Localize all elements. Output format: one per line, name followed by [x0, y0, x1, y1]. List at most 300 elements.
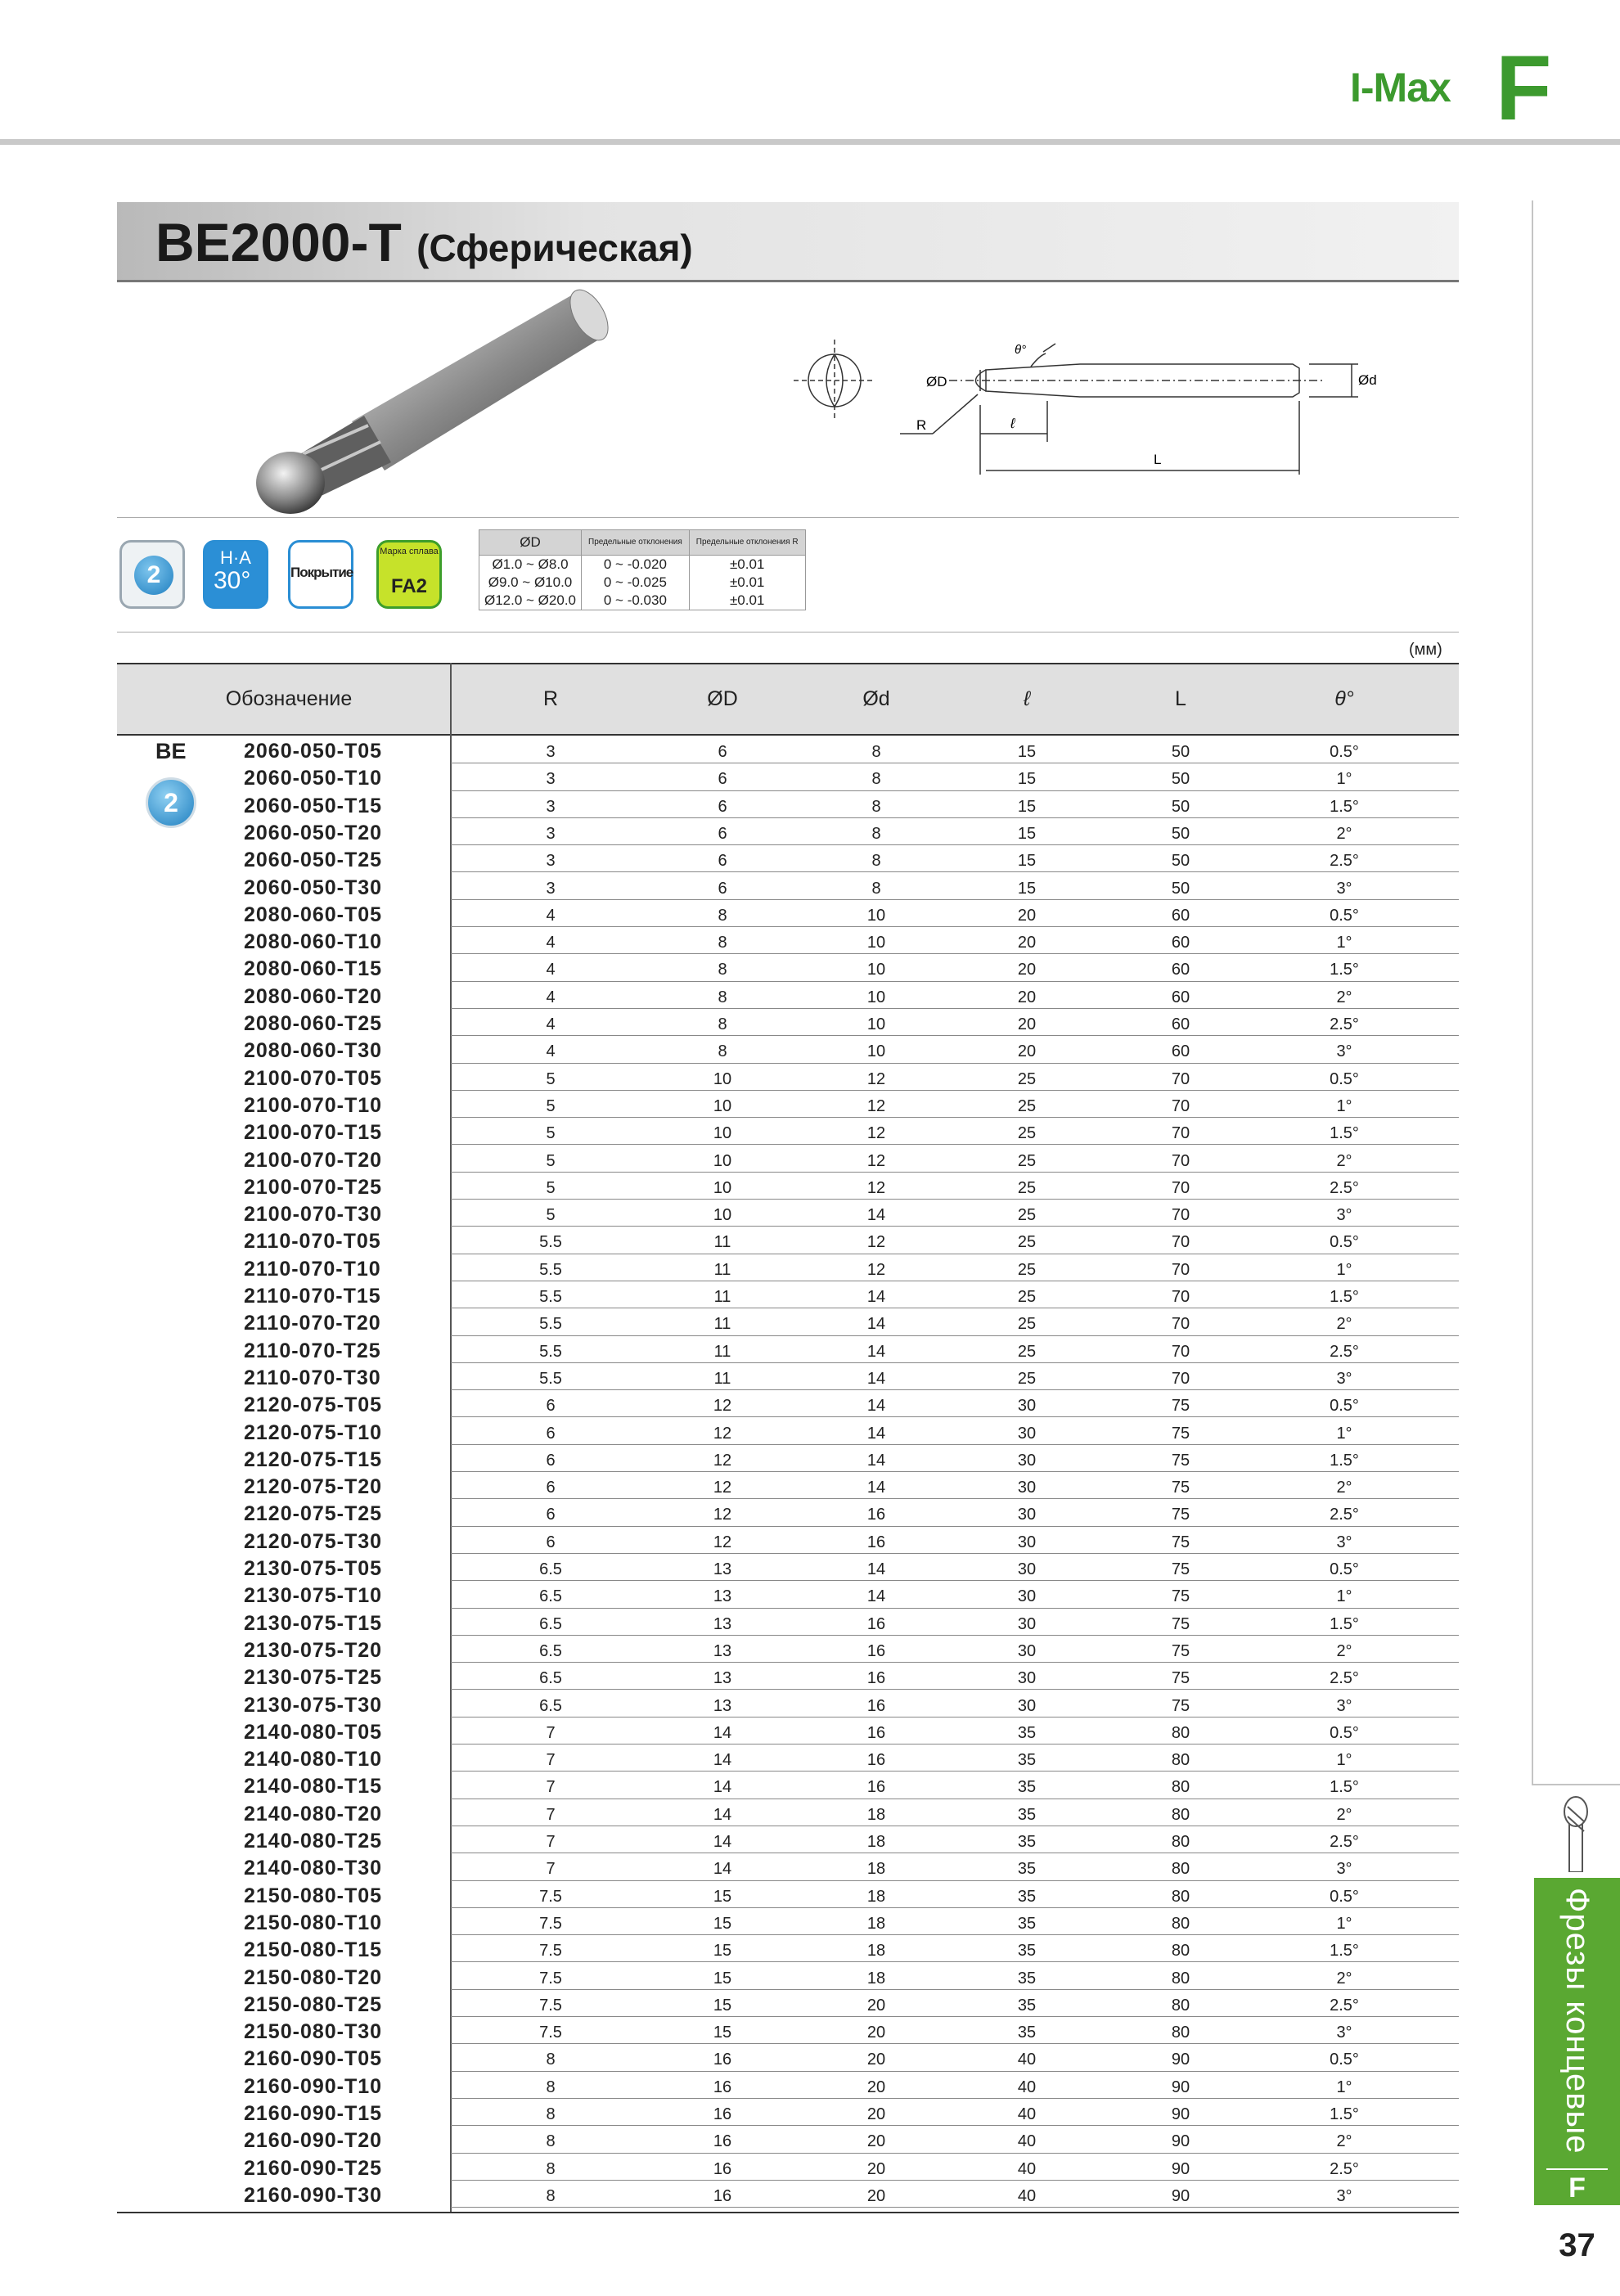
- table-cell: 50: [1171, 824, 1190, 843]
- table-row: [117, 1690, 1459, 1717]
- product-code: 2120-075-T10: [244, 1420, 383, 1444]
- table-cell: 35: [1017, 1860, 1037, 1879]
- table-cell: 14: [866, 1288, 886, 1306]
- table-header: [117, 663, 1459, 736]
- table-row: [117, 1227, 1459, 1254]
- table-cell: 16: [866, 1533, 886, 1551]
- table-row: [117, 1935, 1459, 1962]
- table-cell: 18: [866, 1942, 886, 1961]
- table-cell: 70: [1171, 1288, 1190, 1306]
- table-cell: 10: [713, 1151, 732, 1170]
- table-row: [117, 1308, 1459, 1335]
- table-cell: 1°: [1336, 770, 1352, 789]
- product-code: 2110-070-T30: [244, 1366, 381, 1389]
- table-cell: 11: [713, 1342, 731, 1361]
- table-cell: 10: [866, 1042, 886, 1061]
- table-cell: 35: [1017, 2024, 1037, 2042]
- table-cell: 2°: [1336, 1969, 1352, 1988]
- table-cell: 75: [1171, 1560, 1190, 1578]
- table-cell: 10: [713, 1096, 732, 1115]
- table-cell: 75: [1171, 1424, 1190, 1443]
- table-cell: 12: [713, 1397, 732, 1416]
- table-cell: 15: [713, 1996, 732, 2015]
- product-code: 2150-080-T25: [244, 1992, 383, 2016]
- table-cell: 4: [546, 961, 556, 979]
- table-cell: 7: [546, 1860, 556, 1879]
- table-row: [117, 736, 1459, 763]
- table-cell: 35: [1017, 1778, 1037, 1797]
- coating-badge: [288, 540, 353, 609]
- label-L: L: [1154, 452, 1162, 467]
- table-cell: 16: [866, 1614, 886, 1633]
- table-cell: 25: [1017, 1315, 1037, 1334]
- table-cell: 35: [1017, 1723, 1037, 1742]
- table-cell: 10: [713, 1069, 732, 1088]
- table-cell: 12: [866, 1151, 886, 1170]
- row-divider: [451, 2207, 1459, 2208]
- tol-header-d: ØD: [479, 530, 582, 556]
- end-mill-thumbnail-icon: [1551, 1790, 1600, 1872]
- header-theta: θ°: [1334, 687, 1354, 710]
- product-code: 2100-070-T25: [244, 1175, 383, 1199]
- table-cell: 15: [1017, 770, 1037, 789]
- table-cell: 6: [546, 1533, 556, 1551]
- table-cell: 20: [866, 2024, 886, 2042]
- table-cell: 70: [1171, 1369, 1190, 1388]
- table-cell: 90: [1171, 2051, 1190, 2069]
- table-cell: 40: [1017, 2078, 1037, 2096]
- helix-label: H·A: [220, 547, 251, 568]
- table-row: [117, 1609, 1459, 1636]
- table-cell: 50: [1171, 797, 1190, 816]
- table-cell: 90: [1171, 2078, 1190, 2096]
- table-cell: 5.5: [539, 1369, 562, 1388]
- table-cell: 25: [1017, 1151, 1037, 1170]
- table-row: [117, 1826, 1459, 1853]
- table-cell: 30: [1017, 1533, 1037, 1551]
- table-cell: 13: [713, 1587, 732, 1606]
- table-cell: 3: [546, 879, 556, 898]
- table-row: [117, 1064, 1459, 1091]
- table-cell: 4: [546, 934, 556, 952]
- header-designation: Обозначение: [225, 687, 353, 710]
- table-cell: 6: [718, 879, 727, 898]
- table-cell: 75: [1171, 1641, 1190, 1660]
- product-code: 2110-070-T15: [244, 1285, 381, 1308]
- tol-cell: Ø1.0 ~ Ø8.0: [479, 556, 582, 574]
- table-cell: 14: [866, 1587, 886, 1606]
- table-row: [117, 1472, 1459, 1499]
- table-cell: 6.5: [539, 1641, 562, 1660]
- table-cell: 10: [866, 934, 886, 952]
- product-code: 2130-075-T10: [244, 1584, 383, 1608]
- table-cell: 4: [546, 1042, 556, 1061]
- table-cell: 12: [713, 1424, 732, 1443]
- table-cell: 2.5°: [1330, 1506, 1359, 1524]
- table-cell: 3: [546, 824, 556, 843]
- table-cell: 6: [718, 852, 727, 871]
- table-cell: 7.5: [539, 2024, 562, 2042]
- table-cell: 20: [1017, 906, 1037, 925]
- table-cell: 8: [546, 2051, 556, 2069]
- table-cell: 0.5°: [1330, 1887, 1359, 1906]
- table-row: [479, 556, 806, 574]
- table-cell: 3°: [1336, 1533, 1352, 1551]
- table-cell: 12: [866, 1124, 886, 1143]
- table-row: [117, 1173, 1459, 1200]
- table-cell: 18: [866, 1887, 886, 1906]
- table-cell: 1°: [1336, 934, 1352, 952]
- table-cell: 20: [866, 2186, 886, 2205]
- table-cell: 8: [871, 852, 881, 871]
- table-cell: 14: [866, 1342, 886, 1361]
- table-cell: 8: [546, 2132, 556, 2151]
- table-row: [117, 900, 1459, 927]
- table-cell: 16: [866, 1669, 886, 1688]
- table-cell: 11: [713, 1369, 731, 1388]
- dimension-drawing: [785, 319, 1407, 483]
- table-cell: 16: [713, 2132, 732, 2151]
- table-row: [117, 1363, 1459, 1390]
- table-cell: 3: [546, 770, 556, 789]
- table-cell: 14: [866, 1369, 886, 1388]
- table-cell: 7.5: [539, 1914, 562, 1933]
- table-cell: 6: [546, 1451, 556, 1470]
- table-cell: 0.5°: [1330, 743, 1359, 761]
- table-cell: 15: [1017, 852, 1037, 871]
- coating-label: Покрытие: [290, 565, 353, 580]
- table-cell: 2.5°: [1330, 1996, 1359, 2015]
- table-cell: 70: [1171, 1260, 1190, 1279]
- units-label: (мм): [1409, 641, 1442, 659]
- table-cell: 40: [1017, 2132, 1037, 2151]
- product-code: 2130-075-T20: [244, 1638, 383, 1662]
- section-tab-divider: [1546, 2168, 1608, 2170]
- product-code: 2080-060-T05: [244, 903, 383, 926]
- table-cell: 13: [713, 1669, 732, 1688]
- table-row: [117, 2181, 1459, 2208]
- table-cell: 11: [713, 1315, 731, 1334]
- section-divider: [117, 517, 1459, 518]
- tol-cell: 0 ~ -0.020: [582, 556, 690, 574]
- table-cell: 30: [1017, 1587, 1037, 1606]
- table-row: [479, 592, 806, 610]
- table-row: [117, 2099, 1459, 2126]
- table-cell: 50: [1171, 879, 1190, 898]
- table-cell: 1°: [1336, 1424, 1352, 1443]
- table-cell: 7.5: [539, 1969, 562, 1988]
- table-cell: 0.5°: [1330, 906, 1359, 925]
- table-cell: 20: [866, 2105, 886, 2123]
- tol-header-dev-r: Предельные отклонения R: [689, 530, 805, 556]
- table-cell: 75: [1171, 1479, 1190, 1497]
- table-cell: 6: [546, 1506, 556, 1524]
- header-L: L: [1175, 687, 1186, 710]
- table-row: [117, 1254, 1459, 1281]
- table-cell: 80: [1171, 1942, 1190, 1961]
- product-code: BE2000-T: [155, 212, 402, 272]
- table-cell: 70: [1171, 1178, 1190, 1197]
- table-cell: 2.5°: [1330, 1669, 1359, 1688]
- table-cell: 18: [866, 1914, 886, 1933]
- table-cell: 1.5°: [1330, 961, 1359, 979]
- table-cell: 16: [866, 1641, 886, 1660]
- table-cell: 0.5°: [1330, 1560, 1359, 1578]
- table-cell: 30: [1017, 1669, 1037, 1688]
- table-cell: 6.5: [539, 1614, 562, 1633]
- table-cell: 30: [1017, 1696, 1037, 1715]
- product-code: 2060-050-T30: [244, 876, 383, 899]
- table-cell: 80: [1171, 1778, 1190, 1797]
- table-bottom-rule: [117, 2212, 1459, 2213]
- table-cell: 2.5°: [1330, 1833, 1359, 1851]
- table-cell: 1.5°: [1330, 1288, 1359, 1306]
- table-cell: 10: [713, 1206, 732, 1225]
- table-cell: 30: [1017, 1506, 1037, 1524]
- table-row: [117, 1581, 1459, 1608]
- header-R: R: [542, 687, 559, 710]
- table-row: [117, 873, 1459, 900]
- table-cell: 18: [866, 1805, 886, 1824]
- table-row: [117, 1881, 1459, 1908]
- table-cell: 11: [713, 1233, 731, 1252]
- header-rule: [0, 139, 1620, 145]
- table-cell: 40: [1017, 2105, 1037, 2123]
- product-code: 2110-070-T05: [244, 1230, 381, 1254]
- table-cell: 13: [713, 1560, 732, 1578]
- table-cell: 12: [866, 1233, 886, 1252]
- table-cell: 2°: [1336, 2132, 1352, 2151]
- table-cell: 3: [546, 797, 556, 816]
- table-cell: 60: [1171, 961, 1190, 979]
- table-cell: 40: [1017, 2186, 1037, 2205]
- helix-angle-badge: [203, 540, 268, 609]
- product-code: 2060-050-T20: [244, 821, 383, 844]
- table-cell: 20: [866, 2159, 886, 2178]
- table-row: [117, 1527, 1459, 1554]
- product-code: 2110-070-T20: [244, 1312, 381, 1335]
- product-code: 2140-080-T05: [244, 1720, 383, 1744]
- product-code: 2150-080-T15: [244, 1938, 383, 1962]
- table-cell: 3°: [1336, 2186, 1352, 2205]
- product-code: 2140-080-T25: [244, 1830, 383, 1853]
- table-cell: 35: [1017, 1914, 1037, 1933]
- table-cell: 10: [866, 988, 886, 1006]
- table-cell: 4: [546, 1015, 556, 1033]
- tol-cell: Ø12.0 ~ Ø20.0: [479, 592, 582, 610]
- table-cell: 80: [1171, 1914, 1190, 1933]
- table-cell: 25: [1017, 1342, 1037, 1361]
- table-cell: 50: [1171, 743, 1190, 761]
- table-row: [117, 763, 1459, 790]
- table-cell: 25: [1017, 1260, 1037, 1279]
- table-cell: 0.5°: [1330, 1233, 1359, 1252]
- table-cell: 16: [866, 1751, 886, 1770]
- table-cell: 20: [1017, 961, 1037, 979]
- table-cell: 7: [546, 1805, 556, 1824]
- table-row: [117, 1990, 1459, 2017]
- table-cell: 15: [713, 1914, 732, 1933]
- table-cell: 4: [546, 988, 556, 1006]
- table-row: [117, 1745, 1459, 1772]
- table-cell: 25: [1017, 1206, 1037, 1225]
- table-cell: 14: [866, 1479, 886, 1497]
- table-cell: 40: [1017, 2159, 1037, 2178]
- table-cell: 12: [713, 1479, 732, 1497]
- table-cell: 75: [1171, 1397, 1190, 1416]
- table-cell: 14: [866, 1424, 886, 1443]
- table-row: [117, 1336, 1459, 1363]
- table-row: [117, 982, 1459, 1009]
- table-cell: 90: [1171, 2105, 1190, 2123]
- table-cell: 3°: [1336, 879, 1352, 898]
- table-cell: 15: [1017, 824, 1037, 843]
- product-code: 2150-080-T05: [244, 1884, 383, 1907]
- tol-cell: 0 ~ -0.025: [582, 574, 690, 592]
- table-cell: 25: [1017, 1288, 1037, 1306]
- table-row: [117, 1499, 1459, 1526]
- table-cell: 8: [871, 879, 881, 898]
- table-cell: 2°: [1336, 824, 1352, 843]
- table-cell: 2°: [1336, 1805, 1352, 1824]
- table-cell: 3°: [1336, 1369, 1352, 1388]
- table-cell: 2.5°: [1330, 852, 1359, 871]
- table-cell: 6: [718, 770, 727, 789]
- table-cell: 35: [1017, 1751, 1037, 1770]
- table-cell: 75: [1171, 1506, 1190, 1524]
- table-cell: 6.5: [539, 1560, 562, 1578]
- table-cell: 35: [1017, 1969, 1037, 1988]
- table-cell: 5.5: [539, 1233, 562, 1252]
- table-cell: 7.5: [539, 1887, 562, 1906]
- table-cell: 2.5°: [1330, 2159, 1359, 2178]
- table-cell: 80: [1171, 1805, 1190, 1824]
- side-divider-bottom: [1532, 1784, 1620, 1785]
- table-cell: 0.5°: [1330, 2051, 1359, 2069]
- table-cell: 7: [546, 1778, 556, 1797]
- table-row: [117, 2044, 1459, 2071]
- product-code: 2150-080-T20: [244, 1965, 383, 1989]
- table-cell: 16: [866, 1506, 886, 1524]
- table-cell: 1°: [1336, 1914, 1352, 1933]
- table-cell: 16: [713, 2051, 732, 2069]
- product-code: 2160-090-T05: [244, 2047, 383, 2071]
- table-row: [117, 1281, 1459, 1308]
- table-cell: 75: [1171, 1451, 1190, 1470]
- table-cell: 18: [866, 1833, 886, 1851]
- table-cell: 6: [718, 824, 727, 843]
- table-cell: 35: [1017, 1887, 1037, 1906]
- table-cell: 3°: [1336, 1206, 1352, 1225]
- table-cell: 1.5°: [1330, 1778, 1359, 1797]
- table-cell: 25: [1017, 1178, 1037, 1197]
- table-cell: 10: [713, 1124, 732, 1143]
- product-code: 2130-075-T05: [244, 1557, 383, 1580]
- product-code: 2140-080-T15: [244, 1775, 383, 1799]
- table-row: [117, 1663, 1459, 1690]
- table-cell: 3°: [1336, 1042, 1352, 1061]
- table-row: [117, 2072, 1459, 2099]
- table-cell: 6.5: [539, 1669, 562, 1688]
- table-row: [117, 1390, 1459, 1417]
- table-cell: 30: [1017, 1424, 1037, 1443]
- table-cell: 1.5°: [1330, 2105, 1359, 2123]
- table-row: [117, 791, 1459, 818]
- product-code: 2080-060-T25: [244, 1012, 383, 1035]
- table-cell: 14: [713, 1805, 732, 1824]
- product-code: 2120-075-T15: [244, 1447, 383, 1471]
- tol-cell: ±0.01: [689, 592, 805, 610]
- table-cell: 60: [1171, 1015, 1190, 1033]
- table-cell: 6: [718, 797, 727, 816]
- tol-cell: Ø9.0 ~ Ø10.0: [479, 574, 582, 592]
- table-cell: 60: [1171, 1042, 1190, 1061]
- table-cell: 12: [713, 1506, 732, 1524]
- table-cell: 10: [866, 1015, 886, 1033]
- table-row: [117, 1200, 1459, 1227]
- table-cell: 80: [1171, 1833, 1190, 1851]
- table-cell: 8: [718, 988, 727, 1006]
- table-row: [117, 1799, 1459, 1826]
- table-cell: 70: [1171, 1096, 1190, 1115]
- table-cell: 12: [866, 1069, 886, 1088]
- table-cell: 5.5: [539, 1342, 562, 1361]
- table-cell: 14: [713, 1778, 732, 1797]
- table-cell: 18: [866, 1860, 886, 1879]
- table-cell: 8: [871, 797, 881, 816]
- table-cell: 8: [718, 961, 727, 979]
- label-theta: θ°: [1015, 343, 1027, 357]
- product-code: 2120-075-T30: [244, 1529, 383, 1553]
- product-code: 2120-075-T25: [244, 1502, 383, 1526]
- brand-name: I-Max: [1350, 65, 1451, 110]
- table-cell: 25: [1017, 1096, 1037, 1115]
- table-cell: 3: [546, 852, 556, 871]
- product-code: 2140-080-T20: [244, 1802, 383, 1826]
- table-row: [117, 1009, 1459, 1036]
- header-l: ℓ: [1023, 687, 1031, 710]
- table-cell: 5.5: [539, 1288, 562, 1306]
- end-mill-photo: [229, 286, 622, 515]
- product-code: 2130-075-T30: [244, 1693, 383, 1717]
- page-number: 37: [1559, 2227, 1595, 2263]
- table-row: [117, 1445, 1459, 1472]
- table-row: [117, 2126, 1459, 2153]
- table-cell: 35: [1017, 1805, 1037, 1824]
- tol-cell: ±0.01: [689, 556, 805, 574]
- table-cell: 20: [1017, 988, 1037, 1006]
- table-cell: 6: [546, 1424, 556, 1443]
- table-cell: 50: [1171, 770, 1190, 789]
- header-d: Ød: [862, 687, 890, 710]
- table-cell: 16: [713, 2105, 732, 2123]
- table-cell: 50: [1171, 852, 1190, 871]
- table-cell: 25: [1017, 1233, 1037, 1252]
- table-cell: 90: [1171, 2132, 1190, 2151]
- table-row: [117, 1853, 1459, 1880]
- table-cell: 16: [866, 1778, 886, 1797]
- table-row: [117, 1418, 1459, 1445]
- tol-header-dev: Предельные отклонения: [582, 530, 690, 556]
- table-cell: 35: [1017, 1833, 1037, 1851]
- grade-value: FA2: [390, 575, 427, 597]
- table-cell: 30: [1017, 1641, 1037, 1660]
- label-R: R: [916, 417, 927, 433]
- product-code: 2130-075-T25: [244, 1666, 383, 1690]
- product-code: 2080-060-T15: [244, 957, 383, 981]
- table-cell: 1.5°: [1330, 1942, 1359, 1961]
- table-cell: 90: [1171, 2186, 1190, 2205]
